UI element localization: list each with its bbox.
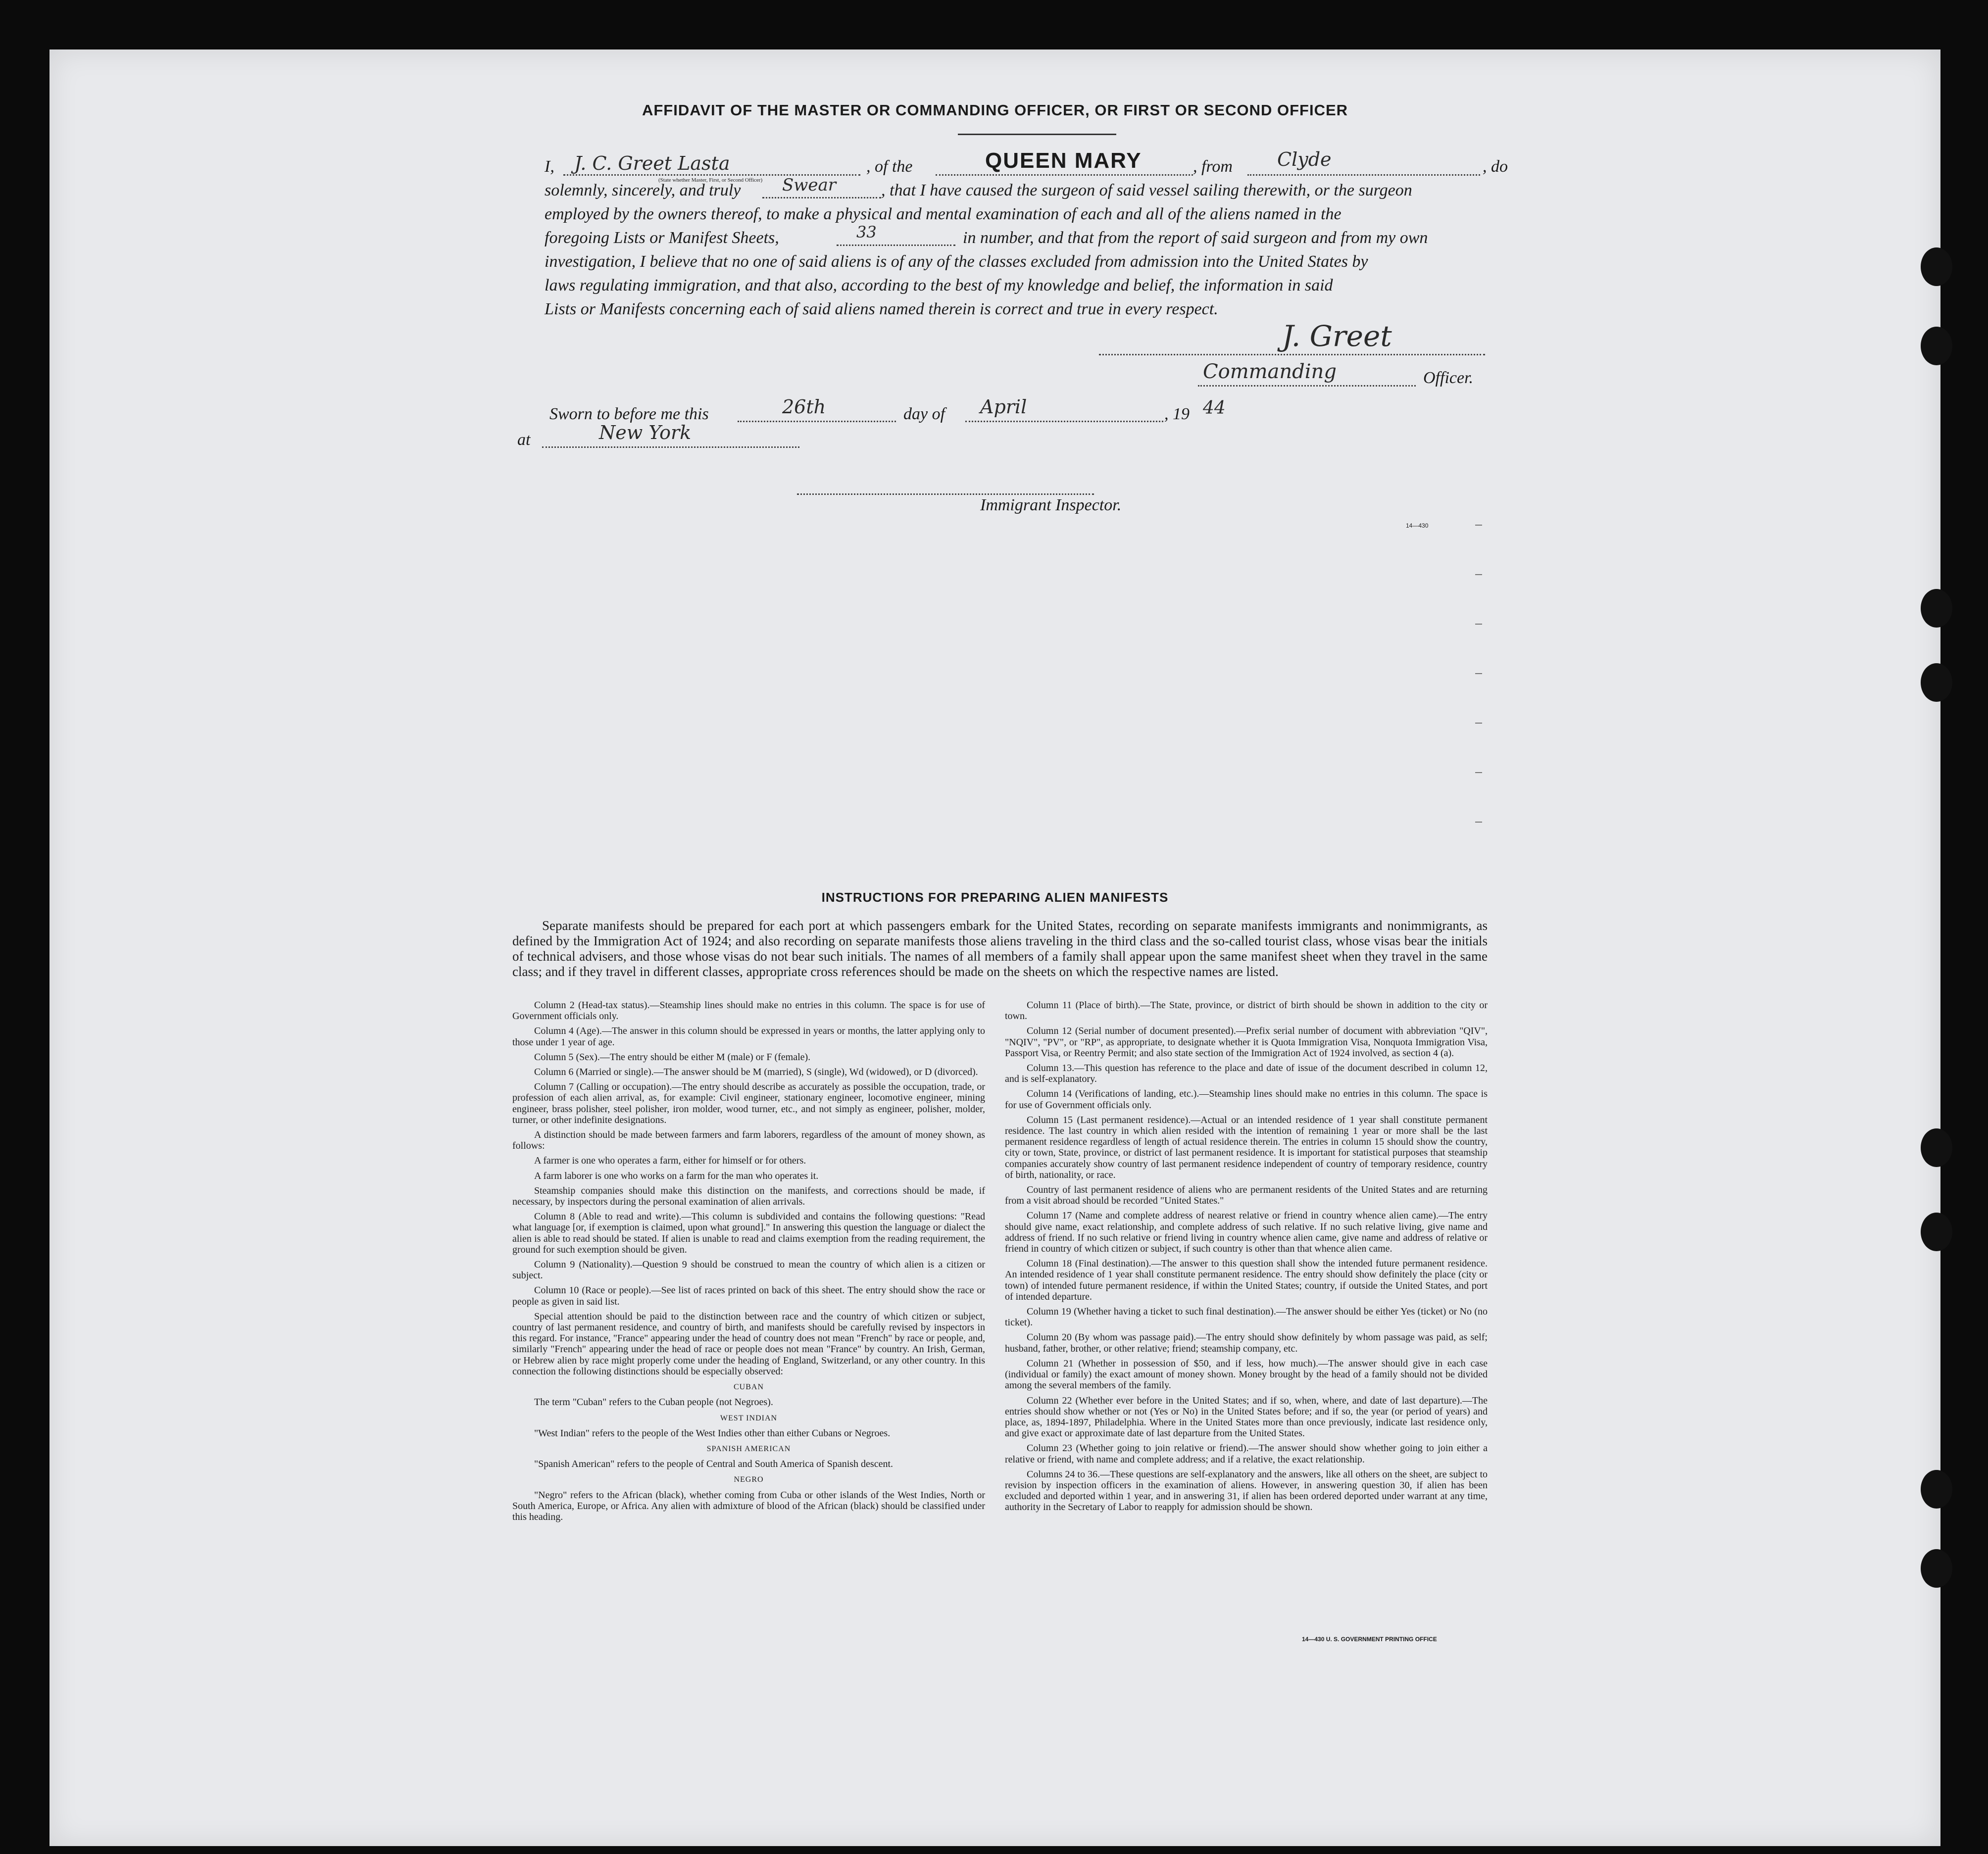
section-heading: NEGRO xyxy=(734,1475,764,1484)
list-item: A farmer is one who operates a farm, either for himself or for others. xyxy=(534,1155,806,1167)
list-item: Columns 24 to 36.—These questions are self-explanatory and the answers, like all others on the sheet, are subject to revision by inspection officers in the examination of aliens. However, in answering question 30, if alien has been excluded and deported within 1 year, and in answering 31, if alien has been ordered deported under warrant at any time, authority in the Secretary of Labor to reapply for admission should be shown. xyxy=(1005,1468,1488,1513)
document-page: AFFIDAVIT OF THE MASTER OR COMMANDING OFFICER, OR FIRST OR SECOND OFFICER I, J. C. Greet Lasta , of the QUEEN MARY , from Clyde , do (State whether Master, First, or Second Officer) solemnly, sincerely, and truly Swear , that I have caused the surgeon of said vessel sailing therewith, or the surgeon employed by the owners thereof, to make a physical and mental examination of each and all of the aliens named in the foregoing Lists or Manifest Sheets, 33 in number, and that from the report of said surgeon and from my own investigation, I believe that no one of said aliens is of any of the classes excluded from admission into the United States by laws regulating immigration, and that also, according to the best of my knowledge and belief, the information in said Lists or Manifests concerning each of said aliens named therein is correct and true in every respect. J. Greet Commanding Officer. Sworn to before me this 26th day of April , 19 44 at New York Immigrant Inspector. 14—430 INSTRUCTIONS FOR PREPARING ALIEN MANIFESTS Separate manifests should be prepared for each port at which passengers embark for the United States, recording on separate manifests immigrants and nonimmigrants, as defined by the Immigration Act of 1924; and also recording on separate manifests those aliens traveling in the third class and the so-called tourist class, whose visas bear the initials of technical advisers, and those whose visas do not bear such initials. The names of all members of a family shall appear upon the same manifest sheet when they travel in the same class; and if they travel in different classes, appropriate cross references should be made on the sheets on which the respective names are listed. Column 2 (Head-tax status).—Steamship lines should make no entries in this column. The space is for use of Government officials only. Column 4 (Age).—The answer in this column should be expressed in years or months, the latter applying only to those under 1 year of age. Column 5 (Sex).—The entry should be either M (male) or F (female). Column 6 (Married or single).—The answer should be M (married), S (single), Wd (widowed), or D (divorced). Column 7 (Calling or occupation).—The entry should describe as accurately as possible the occupation, trade, or profession of each alien arrival, as, for example: Civil engineer, stationary engineer, locomotive engineer, mining engineer, brass polisher, steel polisher, iron molder, wood turner, etc., and not simply as engineer, polisher, molder, turner, or other indefinite designations. A distinction should be made between farmers and farm laborers, regardless of the amount of money shown, as follows: A farmer is one who operates a farm, either for himself or for others. A farm laborer is one who works on a farm for the man who operates it. Steamship companies should make this distinction on the manifests, and corrections should be made, if necessary, by inspectors during the personal examination of alien arrivals. Column 8 (Able to read and write).—This column is subdivided and contains the following questions: "Read what language [or, if exemption is claimed, upon what ground]." In answering this question the language or dialect the alien is able to read should be stated. If alien is unable to read and claims exemption from the reading requirement, the ground for such exemption should be given. Column 9 (Nationality).—Question 9 should be construed to mean the country of which alien is a citizen or subject. Column 10 (Race or people).—See list of races printed on back of this sheet. The entry should show the race or people as given in said list. Special attention should be paid to the distinction between race and the country of which citizen or subject, country of last permanent residence, and country of birth, and manifests should be carefully revised by inspectors in this regard. For instance, "France" appearing under the head of country does not mean "French" by race or people, and, similarly "French" appearing under the head of race or people does not mean "France" by country. An Irish, German, or Hebrew alien by race might properly come under the heading of England, Switzerland, or any other country. In this connection the following distinctions should be especially observed: CUBAN The term "Cuban" refers to the Cuban people (not Negroes). WEST INDIAN "West Indian" refers to the people of the West Indies other than either Cubans or Negroes. SPANISH AMERICAN "Spanish American" refers to the people of Central and South America of Spanish descent. NEGRO "Negro" refers to the African (black), whether coming from Cuba or other islands of the West Indies, North or South America, Europe, or Africa. Any alien with admixture of blood of the African (black) should be classified under this heading. Column 11 (Place of birth).—The State, province, or district of birth should be shown in addition to the city or town. Column 12 (Serial number of document presented).—Prefix serial number of document with abbreviation "QIV", "NQIV", "PV", or "RP", as appropriate, to designate whether it is Quota Immigration Visa, Nonquota Immigration Visa, Passport Visa, or Reentry Permit; and also state section of the Immigration Act of 1924 involved, as section 4 (a). Column 13.—This question has reference to the place and date of issue of the document described in column 12, and is self-explanatory. Column 14 (Verifications of landing, etc.).—Steamship lines should make no entries in this column. The space is for use of Government officials only. Column 15 (Last permanent residence).—Actual or an intended residence of 1 year shall constitute permanent residence. The last country in which alien resided with the intention of remaining 1 year or more shall be the last permanent residence regardless of length of actual residence therein. The entries in column 15 should show the country, city or town, State, province, or district of last permanent residence. It is important for statistical purposes that steamship companies accurately show country of last permanent residence independent of country of temporary residence, country of birth, nationality, or race. Country of last permanent residence of aliens who are permanent residents of the United States and are returning from a visit abroad should be recorded "United States." Column 17 (Name and complete address of nearest relative or friend in country whence alien came).—The entry should give name, exact relationship, and complete address of such relative. If no such relative living, give name and address of friend. If no such relative or friend living in country whence alien came, give name and address of relative or friend in country of which citizen or subject, if such country is other than that whence alien came. Column 18 (Final destination).—The answer to this question shall show the intended future permanent residence. An intended residence of 1 year shall constitute permanent residence. The entry should show definitely the place (city or town) of intended future permanent residence, if within the United States; country, if outside the United States, and port of intended departure. Column 19 (Whether having a ticket to such final destination).—The answer should be either Yes (ticket) or No (no ticket). Column 20 (By whom was passage paid).—The entry should show definitely by whom passage was paid, as self; husband, father, brother, or other relative; friend; steamship company, etc. Column 21 (Whether in possession of $50, and if less, how much).—The answer should give in each case (individual or family) the exact amount of money shown. Money brought by the head of a family should not be divided among the several members of the family. Column 22 (Whether ever before in the United States; and if so, when, where, and date of last departure).—The entries should show whether or not (Yes or No) in the United States before; and if so, the year (or period of years) and place, as, 1894-1897, Philadelphia. Where in the United States more than once previously, indicate last residence only, and give exact or approximate date of last departure from the United States. Column 23 (Whether going to join relative or friend).—The answer should show whether going to join either a relative or friend, with name and complete address; and if a relative, the exact relationship. Columns 24 to 36.—These questions are self-explanatory and the answers, like all others on the sheet, are subject to revision by inspection officers in the examination of aliens. However, in answering question 30, if alien has been excluded and deported within 1 year, and in answering 31, if alien has been ordered deported under warrant at any time, authority in the Secretary of Labor to reapply for admission should be shown. 14—430 U. S. GOVERNMENT PRINTING OFFICE xyxy=(50,49,1940,1846)
section-heading: CUBAN xyxy=(733,1383,764,1392)
list-item: Country of last permanent residence of aliens who are permanent residents of the United States and are returning from a visit abroad should be recorded "United States." xyxy=(1005,1184,1488,1207)
list-item: Column 17 (Name and complete address of nearest relative or friend in country whence alien came).—The entry should give name, exact relationship, and complete address of such relative. If no such relative living, give name and address of friend. If no such relative or friend living in country whence alien came, give name and address of relative or friend in country of which citizen or subject, if such country is other than that whence alien came. xyxy=(1005,1210,1488,1255)
list-item: Column 6 (Married or single).—The answer should be M (married), S (single), Wd (widowed), or D (divorced). xyxy=(534,1067,978,1078)
title-rule xyxy=(958,134,1116,135)
list-item: Column 7 (Calling or occupation).—The entry should describe as accurately as possible the occupation, trade, or profession of each alien arrival, as, for example: Civil engineer, stationary engineer, locomotive engineer, mining engineer, brass polisher, steel polisher, iron molder, wood turner, etc., and not simply as engineer, polisher, molder, turner, or other indefinite designations. xyxy=(512,1081,985,1125)
list-item: "West Indian" refers to the people of the West Indies other than either Cubans or Negroes. xyxy=(534,1427,891,1439)
instructions-title: INSTRUCTIONS FOR PREPARING ALIEN MANIFESTS xyxy=(821,890,1169,905)
list-item: Column 5 (Sex).—The entry should be either M (male) or F (female). xyxy=(534,1051,811,1063)
list-item: Column 23 (Whether going to join relative or friend).—The answer should show whether going to join either a relative or friend, with name and complete address; and if a relative, the exact relationship. xyxy=(1005,1443,1488,1465)
affidavit-line-1-start: I, xyxy=(545,157,554,176)
list-item: "Spanish American" refers to the people of Central and South America of Spanish descent. xyxy=(534,1459,894,1470)
sworn-year: 44 xyxy=(1203,398,1226,418)
officer-rank-note: (State whether Master, First, or Second Officer) xyxy=(658,177,763,183)
form-number: 14—430 xyxy=(1406,522,1429,529)
list-item: Column 4 (Age).—The answer in this column should be expressed in years or months, the latter applying only to those under 1 year of age. xyxy=(512,1025,985,1048)
list-item: A distinction should be made between farmers and farm laborers, regardless of the amount of money shown, as follows: xyxy=(512,1129,985,1152)
list-item: Column 22 (Whether ever before in the United States; and if so, when, where, and date of last departure).—The entries should show whether or not (Yes or No) in the United States before; and if so, the year (or period of years) and place, as, 1894-1897, Philadelphia. Where in the United States more than once previously, indicate last residence only, and give exact or approximate date of last departure from the United States. xyxy=(1005,1395,1488,1439)
binder-hole xyxy=(1921,247,1952,286)
list-item: Column 21 (Whether in possession of $50, and if less, how much).—The answer should give in each case (individual or family) the exact amount of money shown. Money brought by the head of a family should not be divided among the several members of the family. xyxy=(1005,1358,1488,1391)
list-item: Column 2 (Head-tax status).—Steamship lines should make no entries in this column. The space is for use of Government officials only. xyxy=(512,1000,985,1022)
binder-hole xyxy=(1921,589,1952,628)
list-item: "Negro" refers to the African (black), whether coming from Cuba or other islands of the West Indies, North or South America, Europe, or Africa. Any alien with admixture of blood of the African (black) should be classified under this heading. xyxy=(512,1489,985,1522)
sheet-count: 33 xyxy=(856,223,877,242)
ship-name: QUEEN MARY xyxy=(985,148,1142,173)
officer-rank: Commanding xyxy=(1203,360,1337,383)
list-item: Steamship companies should make this distinction on the manifests, and corrections should be made, if necessary, by inspectors during the personal examination of alien arrivals. xyxy=(512,1185,985,1208)
binder-hole xyxy=(1921,327,1952,365)
list-item: Column 20 (By whom was passage paid).—The entry should show definitely by whom passage was paid, as self; husband, father, brother, or other relative; friend; steamship company, etc. xyxy=(1005,1332,1488,1354)
affidavit-title: AFFIDAVIT OF THE MASTER OR COMMANDING OFFICER, OR FIRST OR SECOND OFFICER xyxy=(642,101,1348,119)
binder-hole xyxy=(1921,1213,1952,1251)
sworn-day: 26th xyxy=(782,396,826,418)
list-item: The term "Cuban" refers to the Cuban people (not Negroes). xyxy=(534,1397,773,1408)
printing-office: 14—430 U. S. GOVERNMENT PRINTING OFFICE xyxy=(1302,1636,1437,1643)
binder-hole xyxy=(1921,1549,1952,1588)
inspector-label: Immigrant Inspector. xyxy=(980,496,1122,514)
list-item: Column 11 (Place of birth).—The State, province, or district of birth should be shown in addition to the city or town. xyxy=(1005,1000,1488,1022)
instructions-intro: Separate manifests should be prepared for each port at which passengers embark for the United States, recording on separate manifests immigrants and nonimmigrants, as defined by the Immigration Act of 1924; and also recording on separate manifests those aliens traveling in the third class and the so-called tourist class, whose visas bear the initials of technical advisers, and those whose visas do not bear such initials. The names of all members of a family shall appear upon the same manifest sheet when they travel in the same class; and if they travel in different classes, appropriate cross references should be made on the sheets on which the respective names are listed. xyxy=(512,918,1488,979)
list-item: Column 13.—This question has reference to the place and date of issue of the document described in column 12, and is self-explanatory. xyxy=(1005,1063,1488,1085)
instructions-left-column xyxy=(512,1000,985,1526)
list-item: Column 12 (Serial number of document presented).—Prefix serial number of document with abbreviation "QIV", "NQIV", "PV", or "RP", as appropriate, to designate whether it is Quota Immigration Visa, Nonquota Immigration Visa, Passport Visa, or Reentry Permit; and also state section of the Immigration Act of 1924 involved, as section 4 (a). xyxy=(1005,1025,1488,1059)
list-item: Column 9 (Nationality).—Question 9 should be construed to mean the country of which alien is a citizen or subject. xyxy=(512,1259,985,1281)
sworn-month: April xyxy=(980,396,1027,418)
instructions-right-column xyxy=(1005,1000,1488,1517)
list-item: Column 19 (Whether having a ticket to such final destination).—The answer should be either Yes (ticket) or No (no ticket). xyxy=(1005,1306,1488,1328)
swear-word: Swear xyxy=(782,175,837,195)
section-heading: WEST INDIAN xyxy=(720,1414,778,1422)
binder-hole xyxy=(1921,1128,1952,1167)
list-item: Column 18 (Final destination).—The answer to this question shall show the intended future permanent residence. An intended residence of 1 year shall constitute permanent residence. The entry should show definitely the place (city or town) of intended future permanent residence, if within the United States; country, if outside the United States, and port of intended departure. xyxy=(1005,1258,1488,1302)
list-item: Column 15 (Last permanent residence).—Actual or an intended residence of 1 year shall constitute permanent residence. The last country in which alien resided with the intention of remaining 1 year or more shall be the last permanent residence regardless of length of actual residence therein. The entries in column 15 should show the country, city or town, State, province, or district of last permanent residence. It is important for statistical purposes that steamship companies accurately show country of last permanent residence independent of country of temporary residence, country of birth, nationality, or race. xyxy=(1005,1114,1488,1180)
list-item: A farm laborer is one who works on a farm for the man who operates it. xyxy=(534,1170,819,1181)
binder-hole xyxy=(1921,1470,1952,1509)
binder-hole xyxy=(1921,663,1952,702)
list-item: Column 10 (Race or people).—See list of races printed on back of this sheet. The entry should show the race or people as given in said list. xyxy=(512,1285,985,1307)
officer-label: Officer. xyxy=(1423,369,1474,387)
master-signature: J. Greet xyxy=(1282,319,1392,353)
section-heading: SPANISH AMERICAN xyxy=(706,1444,791,1453)
list-item: Column 14 (Verifications of landing, etc.).—Steamship lines should make no entries in this column. The space is for use of Government officials only. xyxy=(1005,1088,1488,1111)
list-item: Special attention should be paid to the distinction between race and the country of which citizen or subject, country of last permanent residence, and country of birth, and manifests should be carefully revised by inspectors in this regard. For instance, "France" appearing under the head of country does not mean "French" by race or people, and, similarly "French" appearing under the head of race or people does not mean "France" by country. An Irish, German, or Hebrew alien by race might properly come under the heading of England, Switzerland, or any other country. In this connection the following distinctions should be especially observed: xyxy=(512,1311,985,1377)
sworn-place: New York xyxy=(599,422,692,443)
port-from: Clyde xyxy=(1277,148,1332,170)
list-item: Column 8 (Able to read and write).—This column is subdivided and contains the following questions: "Read what language [or, if exemption is claimed, upon what ground]." In answering this question the language or dialect the alien is able to read should be stated. If alien is unable to read and claims exemption from the reading requirement, the ground for such exemption should be given. xyxy=(512,1211,985,1255)
officer-name: J. C. Greet Lasta xyxy=(574,152,730,174)
